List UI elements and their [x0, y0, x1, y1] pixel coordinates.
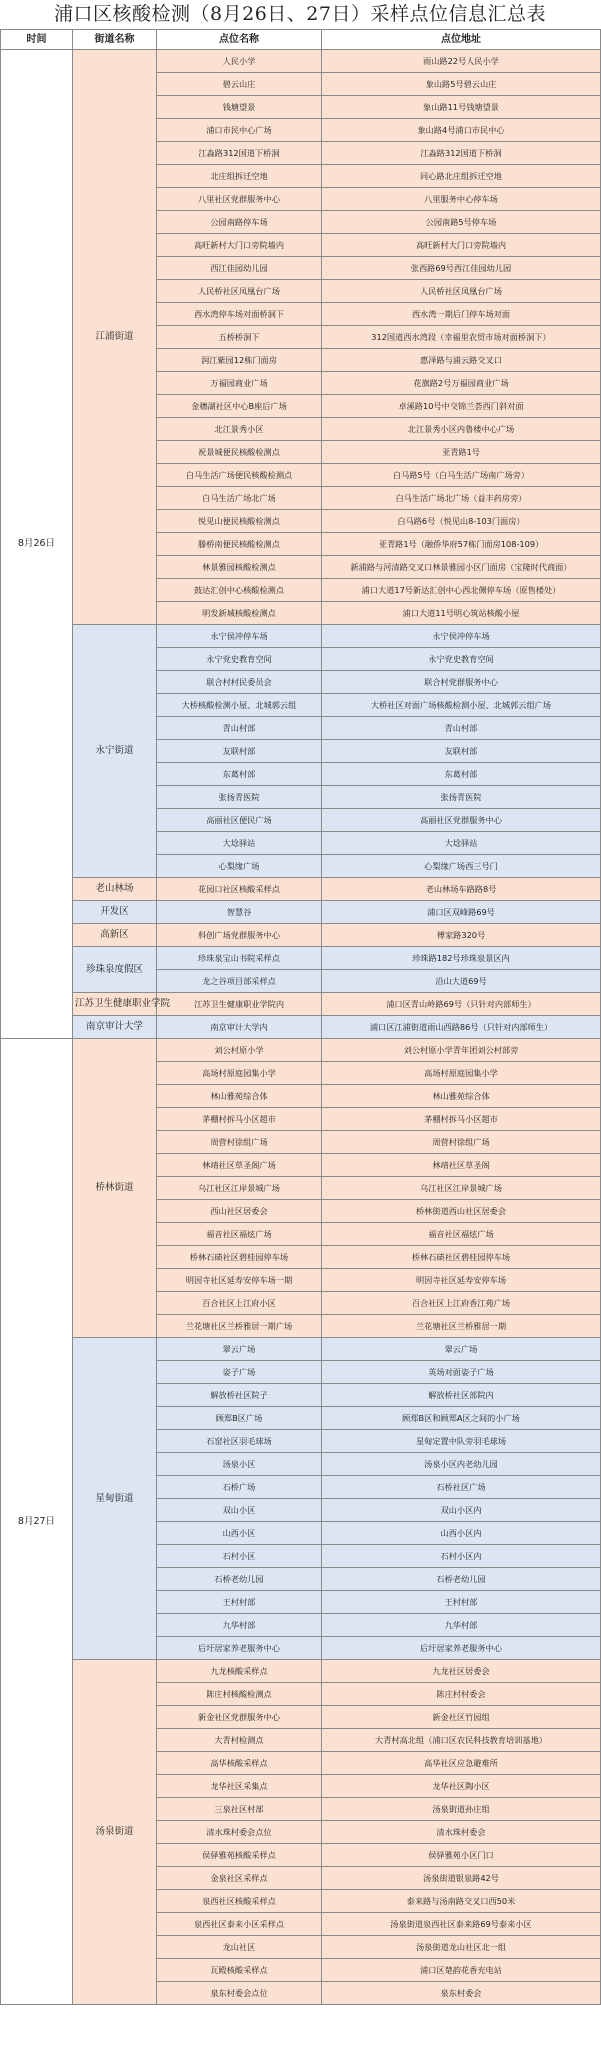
site-address-cell: 白马路6号（悦见山8-103门面房） — [322, 510, 601, 533]
site-name-cell: 大埝驿站 — [157, 832, 322, 855]
header-site-name: 点位名称 — [157, 30, 322, 50]
site-address-cell: 新金社区竹园组 — [322, 1706, 601, 1729]
site-name-cell: 西水湾停车场对面桥洞下 — [157, 303, 322, 326]
site-address-cell: 白马路5号（白马生活广场南广场旁） — [322, 464, 601, 487]
site-address-cell: 公园南路5号停车场 — [322, 211, 601, 234]
site-address-cell: 惠泽路与浦云路交叉口 — [322, 349, 601, 372]
site-name-cell: 金泉社区采样点 — [157, 1867, 322, 1890]
site-name-cell: 心梨缘广场 — [157, 855, 322, 878]
date-cell: 8月27日 — [1, 1039, 73, 2005]
site-name-cell: 青山村部 — [157, 717, 322, 740]
site-address-cell: 王村村部 — [322, 1591, 601, 1614]
site-name-cell: 九华村部 — [157, 1614, 322, 1637]
site-address-cell: 石村小区内 — [322, 1545, 601, 1568]
table-row — [1, 924, 601, 947]
table-row — [1, 901, 601, 924]
site-address-cell: 象山路4号浦口市民中心 — [322, 119, 601, 142]
site-address-cell: 沿山大道69号 — [322, 970, 601, 993]
site-address-cell: 大埝驿站 — [322, 832, 601, 855]
site-address-cell: 大青村高北组（浦口区农民科技教育培训基地） — [322, 1729, 601, 1752]
site-name-cell: 龙华社区采集点 — [157, 1775, 322, 1798]
site-name-cell: 解放桥社区院子 — [157, 1384, 322, 1407]
table-body — [1, 50, 601, 2005]
site-address-cell: 清水珠村委会 — [322, 1821, 601, 1844]
site-name-cell: 顾郑B区广场 — [157, 1407, 322, 1430]
site-name-cell: 永宁侯冲停车场 — [157, 625, 322, 648]
site-address-cell: 江淼路312国道下桥洞 — [322, 142, 601, 165]
site-address-cell: 高华社区应急避难所 — [322, 1752, 601, 1775]
site-address-cell: 傅家路320号 — [322, 924, 601, 947]
table-row — [1, 1039, 601, 1062]
district-cell: 珍珠泉度假区 — [73, 947, 157, 993]
site-address-cell: 星甸定置中队旁羽毛球场 — [322, 1430, 601, 1453]
site-name-cell: 东葛村部 — [157, 763, 322, 786]
site-name-cell: 乌江社区江岸景城广场 — [157, 1177, 322, 1200]
site-address-cell: 茅棚村拆马小区超市 — [322, 1108, 601, 1131]
site-address-cell: 汤泉街道龙山社区北一组 — [322, 1936, 601, 1959]
site-address-cell: 浦口区楚韵花香充电站 — [322, 1959, 601, 1982]
district-cell: 星甸街道 — [73, 1338, 157, 1660]
site-name-cell: 周营村徐组广场 — [157, 1131, 322, 1154]
site-name-cell: 张扬青医院 — [157, 786, 322, 809]
site-name-cell: 联合村村民委员会 — [157, 671, 322, 694]
site-name-cell: 人民小学 — [157, 50, 322, 73]
site-name-cell: 刘公村原小学 — [157, 1039, 322, 1062]
district-cell: 永宁街道 — [73, 625, 157, 878]
site-name-cell: 茅棚村拆马小区超市 — [157, 1108, 322, 1131]
site-address-cell: 乌江社区江岸景城广场 — [322, 1177, 601, 1200]
table-row — [1, 947, 601, 970]
site-name-cell: 智慧谷 — [157, 901, 322, 924]
table-row — [1, 993, 601, 1016]
site-address-cell: 桥林街道西山社区居委会 — [322, 1200, 601, 1223]
site-name-cell: 高场村原庭园集小学 — [157, 1062, 322, 1085]
site-name-cell: 钱塘望景 — [157, 96, 322, 119]
table-row — [1, 1016, 601, 1039]
site-address-cell: 英场对面姿子广场 — [322, 1361, 601, 1384]
site-address-cell: 大桥社区对面广场核酸检测小屋、北城郭云组广场 — [322, 694, 601, 717]
site-address-cell: 八里服务中心停车场 — [322, 188, 601, 211]
site-address-cell: 刘公村原小学青年团刘公村部旁 — [322, 1039, 601, 1062]
site-name-cell: 双山小区 — [157, 1499, 322, 1522]
site-name-cell: 石桥广场 — [157, 1476, 322, 1499]
sampling-sites-table — [0, 29, 601, 2005]
site-name-cell: 林山雅苑综合体 — [157, 1085, 322, 1108]
site-name-cell: 八里社区党群服务中心 — [157, 188, 322, 211]
site-name-cell: 北江景秀小区 — [157, 418, 322, 441]
site-name-cell: 白马生活广场北广场 — [157, 487, 322, 510]
site-address-cell: 汤泉街道银泉路42号 — [322, 1867, 601, 1890]
page-title: 浦口区核酸检测（8月26日、27日）采样点位信息汇总表 — [54, 3, 546, 25]
district-cell: 开发区 — [73, 901, 157, 924]
site-name-cell: 大青村检测点 — [157, 1729, 322, 1752]
site-address-cell: 高场村原庭园集小学 — [322, 1062, 601, 1085]
site-name-cell: 王村村部 — [157, 1591, 322, 1614]
site-address-cell: 高旺新村大门口旁院墙内 — [322, 234, 601, 257]
site-name-cell: 高丽社区便民广场 — [157, 809, 322, 832]
site-name-cell: 泉西社区核酸采样点 — [157, 1890, 322, 1913]
site-address-cell: 龙华社区陶小区 — [322, 1775, 601, 1798]
district-cell: 汤泉街道 — [73, 1660, 157, 2005]
site-name-cell: 高旺新村大门口旁院墙内 — [157, 234, 322, 257]
site-address-cell: 雨山路22号人民小学 — [322, 50, 601, 73]
site-address-cell: 卓溪路10号中交锦兰荟西门斜对面 — [322, 395, 601, 418]
site-name-cell: 大桥核酸检测小屋、北城郭云组 — [157, 694, 322, 717]
site-name-cell: 浦口市民中心广场 — [157, 119, 322, 142]
site-address-cell: 象山路11号钱塘望景 — [322, 96, 601, 119]
site-address-cell: 浦口大道11号明心筑站核酸小屋 — [322, 602, 601, 625]
site-name-cell: 五桥桥洞下 — [157, 326, 322, 349]
site-address-cell: 浦口区双峰路69号 — [322, 901, 601, 924]
site-name-cell: 后圩居家养老服务中心 — [157, 1637, 322, 1660]
site-name-cell: 金穗湖社区中心B座后广场 — [157, 395, 322, 418]
header-time: 时间 — [1, 30, 73, 50]
site-name-cell: 兰花塘社区兰桥雅居一期广场 — [157, 1315, 322, 1338]
site-address-cell: 九华村部 — [322, 1614, 601, 1637]
site-name-cell: 悦见山便民核酸检测点 — [157, 510, 322, 533]
site-address-cell: 312国道西水湾段（幸福里农贸市场对面桥洞下） — [322, 326, 601, 349]
site-name-cell: 明发新城核酸检测点 — [157, 602, 322, 625]
site-address-cell: 后圩居家养老服务中心 — [322, 1637, 601, 1660]
site-name-cell: 石桥老幼儿园 — [157, 1568, 322, 1591]
site-name-cell: 姿子广场 — [157, 1361, 322, 1384]
table-row — [1, 50, 601, 73]
site-name-cell: 山西小区 — [157, 1522, 322, 1545]
site-name-cell: 林景雅园核酸检测点 — [157, 556, 322, 579]
site-name-cell: 西江佳园幼儿园 — [157, 257, 322, 280]
site-address-cell: 周营村徐组广场 — [322, 1131, 601, 1154]
site-name-cell: 百合社区上江府小区 — [157, 1292, 322, 1315]
site-address-cell: 百合社区上江府香江苑广场 — [322, 1292, 601, 1315]
site-name-cell: 西山社区居委会 — [157, 1200, 322, 1223]
site-address-cell: 汤泉小区内老幼儿园 — [322, 1453, 601, 1476]
site-address-cell: 青山村部 — [322, 717, 601, 740]
site-address-cell: 汤泉街道泉西社区泰来路69号泰来小区 — [322, 1913, 601, 1936]
site-address-cell: 东葛村部 — [322, 763, 601, 786]
site-name-cell: 滕桥南便民核酸检测点 — [157, 533, 322, 556]
header-district: 街道名称 — [73, 30, 157, 50]
site-name-cell: 石窑社区羽毛球场 — [157, 1430, 322, 1453]
site-address-cell: 石桥社区广场 — [322, 1476, 601, 1499]
site-name-cell: 高华核酸采样点 — [157, 1752, 322, 1775]
district-cell: 江苏卫生健康职业学院 — [73, 993, 157, 1016]
site-address-cell: 兰花塘社区兰桥雅居一期 — [322, 1315, 601, 1338]
table-row — [1, 1338, 601, 1361]
table-row — [1, 1660, 601, 1683]
site-address-cell: 同心路北庄组拆迁空地 — [322, 165, 601, 188]
site-address-cell: 石桥老幼儿园 — [322, 1568, 601, 1591]
site-name-cell: 三泉社区村部 — [157, 1798, 322, 1821]
site-name-cell: 龙之谷项目部采样点 — [157, 970, 322, 993]
site-address-cell: 桥林石碛社区碧桂园停车场 — [322, 1246, 601, 1269]
site-address-cell: 陈庄村村委会 — [322, 1683, 601, 1706]
site-name-cell: 江苏卫生健康职业学院内 — [157, 993, 322, 1016]
site-name-cell: 汤泉小区 — [157, 1453, 322, 1476]
site-name-cell: 友联村部 — [157, 740, 322, 763]
site-name-cell: 南京审计大学内 — [157, 1016, 322, 1039]
site-address-cell: 亚青路1号（融侨华府57栋门面房108-109） — [322, 533, 601, 556]
site-address-cell: 人民桥社区凤凰台广场 — [322, 280, 601, 303]
site-address-cell: 九龙社区居委会 — [322, 1660, 601, 1683]
site-name-cell: 石村小区 — [157, 1545, 322, 1568]
site-name-cell: 桥林石碛社区碧桂园停车场 — [157, 1246, 322, 1269]
site-address-cell: 联合村党群服务中心 — [322, 671, 601, 694]
site-address-cell: 花旗路2号万福园商业广场 — [322, 372, 601, 395]
site-name-cell: 鼓达汇创中心核酸检测点 — [157, 579, 322, 602]
site-address-cell: 林山雅苑综合体 — [322, 1085, 601, 1108]
district-cell: 南京审计大学 — [73, 1016, 157, 1039]
site-address-cell: 泰来路与汤南路交叉口西50米 — [322, 1890, 601, 1913]
site-address-cell: 福音社区福炫广场 — [322, 1223, 601, 1246]
site-address-cell: 林靖社区草圣阁 — [322, 1154, 601, 1177]
site-name-cell: 明因寺社区延寿安停车场一期 — [157, 1269, 322, 1292]
site-name-cell: 公园南路停车场 — [157, 211, 322, 234]
site-name-cell: 江淼路312国道下桥洞 — [157, 142, 322, 165]
site-address-cell: 白马生活广场北广场（益丰药房旁） — [322, 487, 601, 510]
site-name-cell: 侯驿雅苑核酸采样点 — [157, 1844, 322, 1867]
site-address-cell: 解放桥社区部院内 — [322, 1384, 601, 1407]
site-address-cell: 汤泉街道孙庄组 — [322, 1798, 601, 1821]
site-name-cell: 碧云山庄 — [157, 73, 322, 96]
site-address-cell: 老山林场车路路8号 — [322, 878, 601, 901]
site-address-cell: 高丽社区党群服务中心 — [322, 809, 601, 832]
table-row — [1, 625, 601, 648]
site-name-cell: 龙山社区 — [157, 1936, 322, 1959]
site-name-cell: 清水珠村委会点位 — [157, 1821, 322, 1844]
site-name-cell: 花园口社区核酸采样点 — [157, 878, 322, 901]
site-address-cell: 双山小区内 — [322, 1499, 601, 1522]
site-address-cell: 象山路5号碧云山庄 — [322, 73, 601, 96]
site-address-cell: 永宁党史教育空间 — [322, 648, 601, 671]
site-address-cell: 山西小区内 — [322, 1522, 601, 1545]
site-name-cell: 瓦殿核酸采样点 — [157, 1959, 322, 1982]
site-name-cell: 陈庄村核酸检测点 — [157, 1683, 322, 1706]
site-address-cell: 浦口大道17号新达汇创中心西北侧停车场（原售楼处） — [322, 579, 601, 602]
site-name-cell: 万福园商业广场 — [157, 372, 322, 395]
table-row — [1, 878, 601, 901]
site-address-cell: 浦口区江浦街道雨山西路86号（只针对内部师生） — [322, 1016, 601, 1039]
district-cell: 桥林街道 — [73, 1039, 157, 1338]
site-name-cell: 永宁党史教育空间 — [157, 648, 322, 671]
site-name-cell: 泉西社区泰来小区采样点 — [157, 1913, 322, 1936]
site-name-cell: 福音社区福炫广场 — [157, 1223, 322, 1246]
site-name-cell: 珍珠泉宝山书院采样点 — [157, 947, 322, 970]
site-name-cell: 泉东村委会点位 — [157, 1982, 322, 2005]
site-address-cell: 翠云广场 — [322, 1338, 601, 1361]
site-address-cell: 永宁侯冲停车场 — [322, 625, 601, 648]
site-address-cell: 心梨缘广场西三号门 — [322, 855, 601, 878]
site-name-cell: 科创广场党群服务中心 — [157, 924, 322, 947]
district-cell: 高新区 — [73, 924, 157, 947]
site-name-cell: 北庄组拆迁空地 — [157, 165, 322, 188]
site-address-cell: 明因寺社区延寿安停车场 — [322, 1269, 601, 1292]
site-name-cell: 翠云广场 — [157, 1338, 322, 1361]
site-address-cell: 北江景秀小区内鲁楼中心广场 — [322, 418, 601, 441]
site-name-cell: 祝景城便民核酸检测点 — [157, 441, 322, 464]
site-name-cell: 九龙核酸采样点 — [157, 1660, 322, 1683]
site-address-cell: 新浦路与河清路交叉口林景雅园小区门面房（宝隆时代商面） — [322, 556, 601, 579]
site-name-cell: 润江紫园12栋门面房 — [157, 349, 322, 372]
site-address-cell: 西水湾一期后门停车场对面 — [322, 303, 601, 326]
site-name-cell: 新金社区党群服务中心 — [157, 1706, 322, 1729]
header-row — [1, 30, 601, 50]
district-cell: 老山林场 — [73, 878, 157, 901]
header-site-address: 点位地址 — [322, 30, 601, 50]
site-address-cell: 友联村部 — [322, 740, 601, 763]
site-address-cell: 珍珠路182号珍珠泉景区内 — [322, 947, 601, 970]
site-name-cell: 林靖社区草圣阁广场 — [157, 1154, 322, 1177]
site-address-cell: 侯驿雅苑小区门口 — [322, 1844, 601, 1867]
date-cell: 8月26日 — [1, 50, 73, 1039]
site-address-cell: 浦口区青山岭路69号（只针对内部师生） — [322, 993, 601, 1016]
site-address-cell: 张扬青医院 — [322, 786, 601, 809]
site-address-cell: 顾郑B区和顾郑A区之间的小广场 — [322, 1407, 601, 1430]
site-name-cell: 人民桥社区凤凰台广场 — [157, 280, 322, 303]
site-address-cell: 亚青路1号 — [322, 441, 601, 464]
site-address-cell: 张西路69号西江佳园幼儿园 — [322, 257, 601, 280]
site-address-cell: 泉东村委会 — [322, 1982, 601, 2005]
site-name-cell: 白马生活广场便民核酸检测点 — [157, 464, 322, 487]
district-cell: 江浦街道 — [73, 50, 157, 625]
